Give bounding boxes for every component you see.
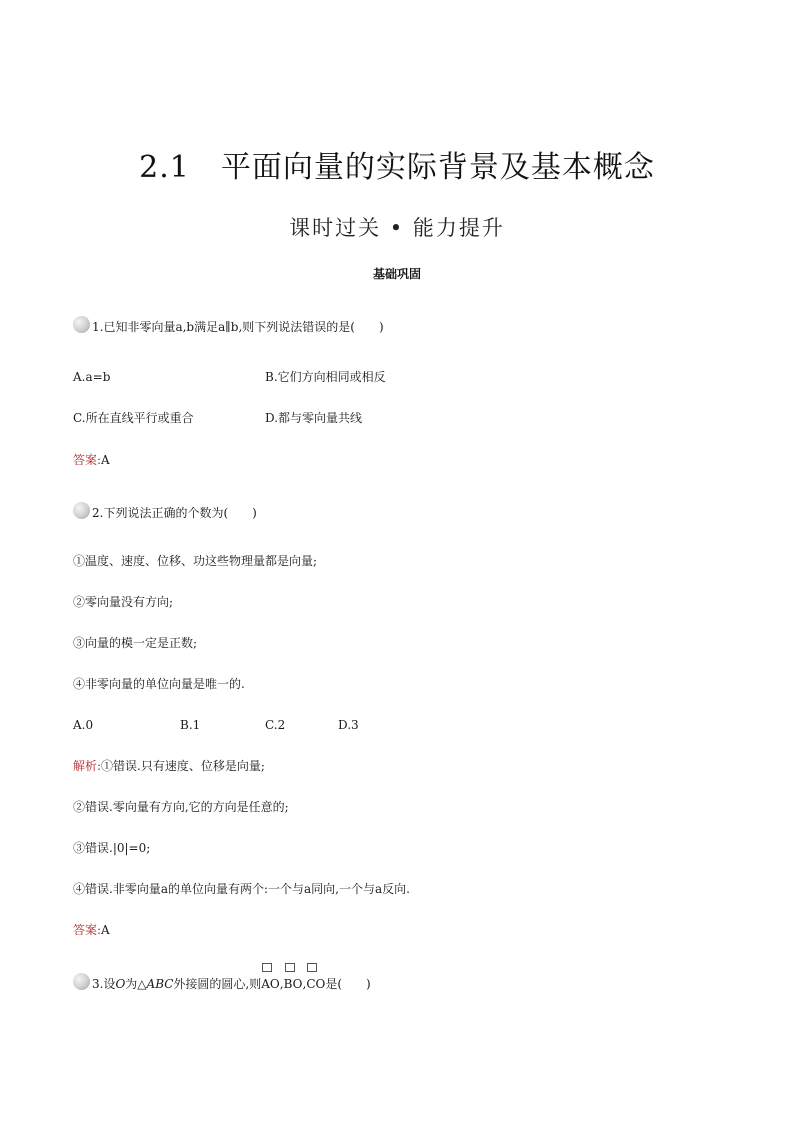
question-bullet-icon <box>73 316 90 333</box>
q2-option-c: C.2 <box>265 718 286 732</box>
q1-option-c: C.所在直线平行或重合 <box>73 411 194 425</box>
question-1-stem: 1.已知非零向量a,b满足a∥b,则下列说法错误的是( ) <box>92 319 384 334</box>
vector-arrow-icon <box>285 963 295 972</box>
q2-statement-2: ②零向量没有方向; <box>73 595 174 609</box>
analysis-line: ①错误.只有速度、位移是向量; <box>101 759 265 773</box>
question-2-stem: 2.下列说法正确的个数为( ) <box>92 505 257 520</box>
q2-statement-3: ③向量的模一定是正数; <box>73 636 198 650</box>
q2-option-a: A.0 <box>73 718 94 732</box>
question-2 <box>73 504 257 521</box>
q2-statement-1: ①温度、速度、位移、功这些物理量都是向量; <box>73 554 318 568</box>
page-subtitle: 课时过关 • 能力提升 <box>289 216 505 240</box>
question-bullet-icon <box>73 502 90 519</box>
q1-option-d: D.都与零向量共线 <box>265 411 363 425</box>
analysis-label: 解析: <box>73 759 102 773</box>
q2-analysis-1 <box>73 758 265 774</box>
q2-analysis-2: ②错误.零向量有方向,它的方向是任意的; <box>73 800 289 814</box>
q2-analysis-3: ③错误.|0|=0; <box>73 841 151 855</box>
triangle-name: ABC <box>146 976 174 991</box>
vector-ao: AO <box>261 976 280 992</box>
q1-option-b: B.它们方向相同或相反 <box>265 370 386 384</box>
section-heading: 基础巩固 <box>372 267 421 281</box>
vector-co: CO <box>306 976 325 992</box>
q2-answer <box>73 922 110 938</box>
q2-statement-4: ④非零向量的单位向量是唯一的. <box>73 677 245 691</box>
q2-option-d: D.3 <box>338 718 359 732</box>
question-1 <box>73 318 384 335</box>
point-o: O <box>115 976 126 991</box>
vector-bo: BO <box>284 976 303 992</box>
question-bullet-icon <box>73 973 90 990</box>
q1-option-a: A.a=b <box>73 370 111 384</box>
q2-analysis-4: ④错误.非零向量a的单位向量有两个:一个与a同向,一个与a反向. <box>73 882 410 896</box>
answer-label: 答案: <box>73 923 102 937</box>
answer-label: 答案: <box>73 453 102 467</box>
question-3-stem: 3.设O为△ABC外接圆的圆心,则 AO, BO, CO是( ) <box>92 976 371 992</box>
page-title: 2.1 平面向量的实际背景及基本概念 <box>139 150 655 185</box>
answer-value: A <box>101 923 110 937</box>
q2-option-b: B.1 <box>180 718 201 732</box>
vector-arrow-icon <box>262 963 272 972</box>
q1-answer <box>73 452 110 468</box>
answer-value: A <box>101 453 110 467</box>
vector-arrow-icon <box>307 963 317 972</box>
question-3 <box>73 975 371 992</box>
